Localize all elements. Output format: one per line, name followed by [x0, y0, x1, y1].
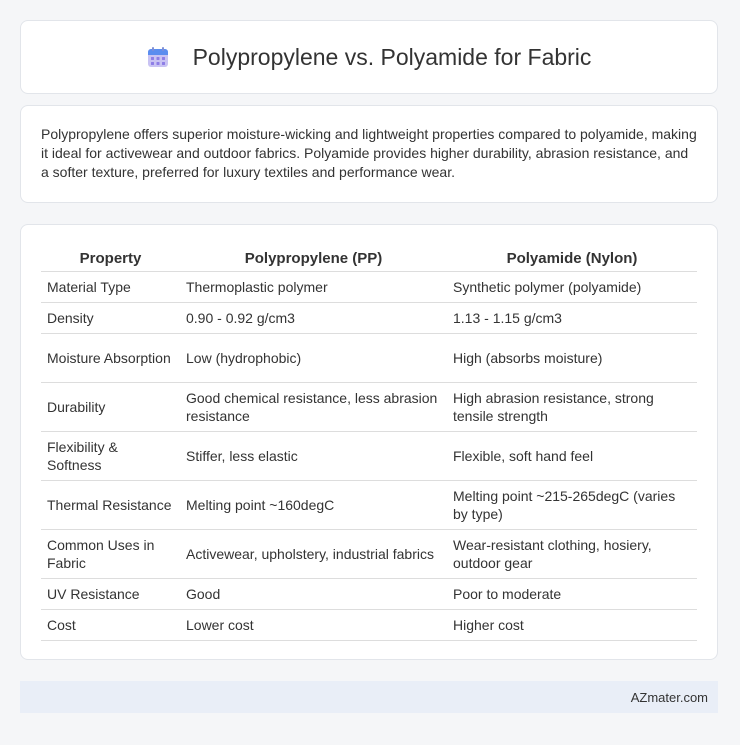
- polypropylene-cell: Low (hydrophobic): [180, 334, 447, 383]
- column-header-polyamide: Polyamide (Nylon): [447, 245, 697, 272]
- summary-card: [20, 105, 718, 203]
- property-cell: Density: [41, 303, 180, 334]
- table-row: [41, 334, 697, 383]
- polyamide-cell: Synthetic polymer (polyamide): [447, 272, 697, 303]
- polyamide-cell: High abrasion resistance, strong tensile strength: [447, 383, 697, 432]
- property-cell: UV Resistance: [41, 579, 180, 610]
- polyamide-cell: Poor to moderate: [447, 579, 697, 610]
- polyamide-cell: Melting point ~215-265degC (varies by type): [447, 481, 697, 530]
- table-row: [41, 272, 697, 303]
- table-row: [41, 481, 697, 530]
- table-row: [41, 383, 697, 432]
- comparison-table: [41, 245, 697, 641]
- polyamide-cell: Higher cost: [447, 610, 697, 641]
- property-cell: Common Uses in Fabric: [41, 530, 180, 579]
- polypropylene-cell: 0.90 - 0.92 g/cm3: [180, 303, 447, 334]
- table-row: [41, 303, 697, 334]
- polypropylene-cell: Good chemical resistance, less abrasion resistance: [180, 383, 447, 432]
- polypropylene-cell: Good: [180, 579, 447, 610]
- comparison-table-card: [20, 224, 718, 660]
- page-title: Polypropylene vs. Polyamide for Fabric: [192, 43, 592, 70]
- polypropylene-cell: Thermoplastic polymer: [180, 272, 447, 303]
- table-row: [41, 432, 697, 481]
- polypropylene-cell: Stiffer, less elastic: [180, 432, 447, 481]
- polyamide-cell: High (absorbs moisture): [447, 334, 697, 383]
- column-header-polypropylene: Polypropylene (PP): [180, 245, 447, 272]
- footer: [20, 681, 718, 713]
- calendar-icon: [147, 46, 169, 68]
- property-cell: Cost: [41, 610, 180, 641]
- footer-brand: AZmater.com: [630, 689, 708, 705]
- property-cell: Moisture Absorption: [41, 334, 180, 383]
- property-cell: Material Type: [41, 272, 180, 303]
- column-header-property: Property: [41, 245, 180, 272]
- table-row: [41, 610, 697, 641]
- title-card: [20, 20, 718, 94]
- polyamide-cell: Flexible, soft hand feel: [447, 432, 697, 481]
- property-cell: Durability: [41, 383, 180, 432]
- property-cell: Thermal Resistance: [41, 481, 180, 530]
- summary-text: Polypropylene offers superior moisture-wicking and lightweight properties compared to polyamide, making it ideal for activewear and outdoor fabrics. Polyamide provides higher durability, abrasion resistance, and a softer texture, preferred for luxury textiles and performance wear.: [41, 126, 697, 180]
- table-header-row: [41, 245, 697, 272]
- polypropylene-cell: Activewear, upholstery, industrial fabrics: [180, 530, 447, 579]
- property-cell: Flexibility & Softness: [41, 432, 180, 481]
- polypropylene-cell: Lower cost: [180, 610, 447, 641]
- table-row: [41, 530, 697, 579]
- polyamide-cell: Wear-resistant clothing, hosiery, outdoor gear: [447, 530, 697, 579]
- polypropylene-cell: Melting point ~160degC: [180, 481, 447, 530]
- polyamide-cell: 1.13 - 1.15 g/cm3: [447, 303, 697, 334]
- table-row: [41, 579, 697, 610]
